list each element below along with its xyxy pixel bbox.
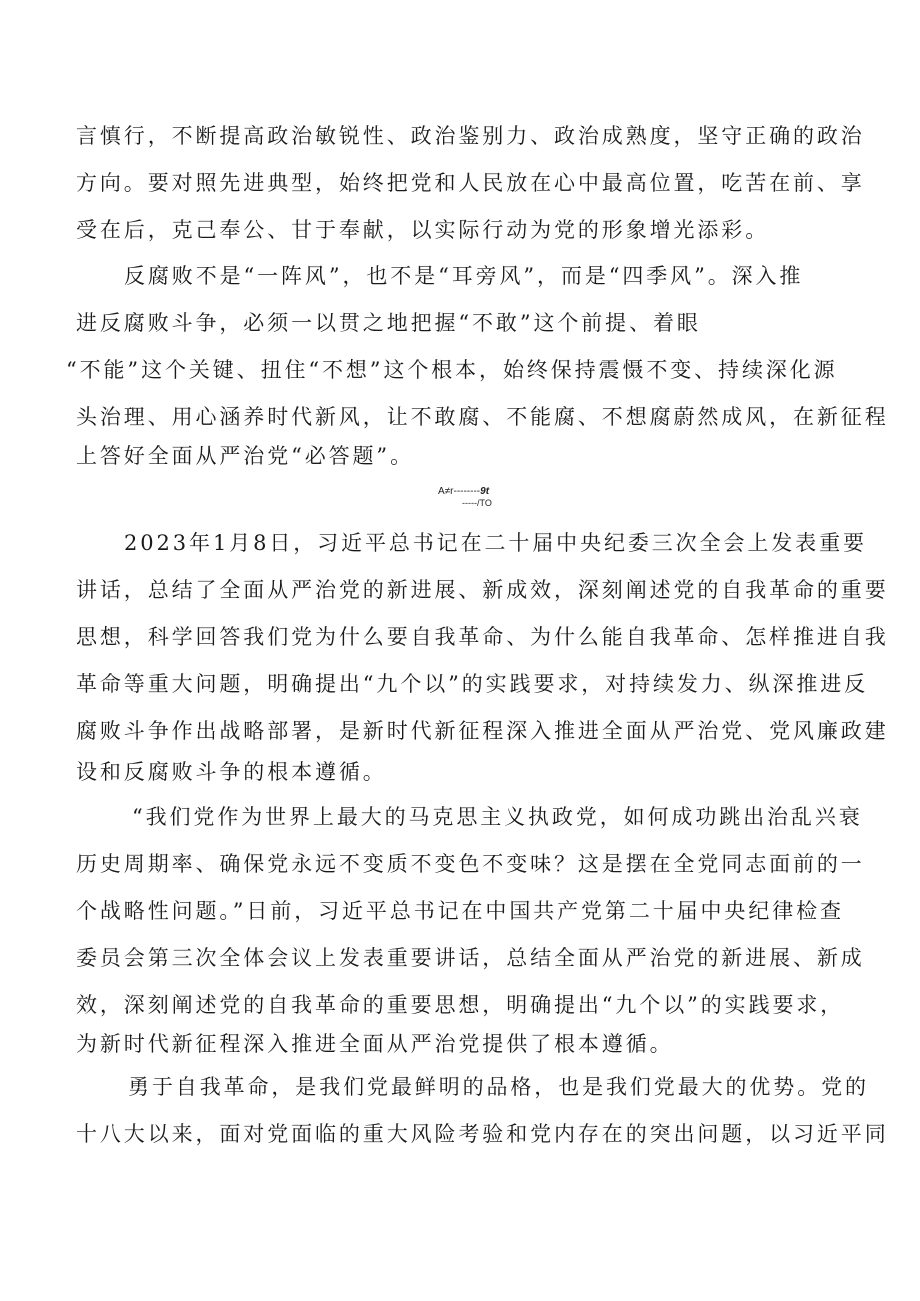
- text-line: 头治理、用心涵养时代新风，让不敢腐、不能腐、不想腐蔚然成风，在新征程: [76, 405, 889, 429]
- text-line: 为新时代新征程深入推进全面从严治党提供了根本遵循。: [76, 1032, 674, 1056]
- text-line: 思想，科学回答我们党为什么要自我革命、为什么能自我革命、怎样推进自我: [76, 625, 889, 649]
- text-line: 腐败斗争作出战略部署，是新时代新征程深入推进全面从严治党、党风廉政建: [76, 719, 889, 743]
- text-line: 十八大以来，面对党面临的重大风险考验和党内存在的突出问题，以习近平同: [76, 1122, 889, 1146]
- text-line: 受在后，克己奉公、甘于奉献，以实际行动为党的形象增光添彩。: [76, 218, 770, 242]
- text-line: 革命等重大问题，明确提出“九个以”的实践要求，对持续发力、纵深推进反: [76, 672, 869, 696]
- text-line: 委员会第三次全体会议上发表重要讲话，总结全面从严治党的新进展、新成: [76, 946, 865, 970]
- text-line: “不能”这个关键、扭住“不想”这个根本，始终保持震慑不变、持续深化源: [66, 358, 838, 382]
- text-line: 勇于自我革命，是我们党最鲜明的品格，也是我们党最大的优势。党的: [128, 1075, 869, 1099]
- text-line: 言慎行，不断提高政治敏锐性、政治鉴别力、政治成熟度，坚守正确的政治: [76, 124, 865, 148]
- text-line: “我们党作为世界上最大的马克思主义执政党，如何成功跳出治乱兴衰: [132, 805, 863, 829]
- text-line: 设和反腐败斗争的根本遵循。: [76, 760, 387, 784]
- text-line: 上答好全面从严治党“必答题”。: [76, 444, 414, 468]
- text-line: 2023年1月8日，习近平总书记在二十届中央纪委三次全会上发表重要: [124, 531, 867, 555]
- text-line: 效，深刻阐述党的自我革命的重要思想，明确提出“九个以”的实践要求，: [76, 993, 845, 1017]
- text-line: 讲话，总结了全面从严治党的新进展、新成效，深刻阐述党的自我革命的重要: [76, 578, 889, 602]
- figure-label-bottom: -----/TO: [462, 498, 492, 508]
- text-line: 反腐败不是“一阵风”，也不是“耳旁风”，而是“四季风”。深入推: [124, 264, 804, 288]
- text-line: 历史周期率、确保党永远不变质不变色不变味？这是摆在全党同志面前的一: [76, 852, 865, 876]
- figure-label: [436, 486, 516, 512]
- figure-label-top: A≠r--------9t: [438, 486, 490, 497]
- text-line: 方向。要对照先进典型，始终把党和人民放在心中最高位置，吃苦在前、享: [76, 171, 865, 195]
- text-line: 进反腐败斗争，必须一以贯之地把握“不敢”这个前提、着眼: [76, 311, 701, 335]
- text-line: 个战略性问题。”日前，习近平总书记在中国共产党第二十届中央纪律检查: [76, 899, 844, 923]
